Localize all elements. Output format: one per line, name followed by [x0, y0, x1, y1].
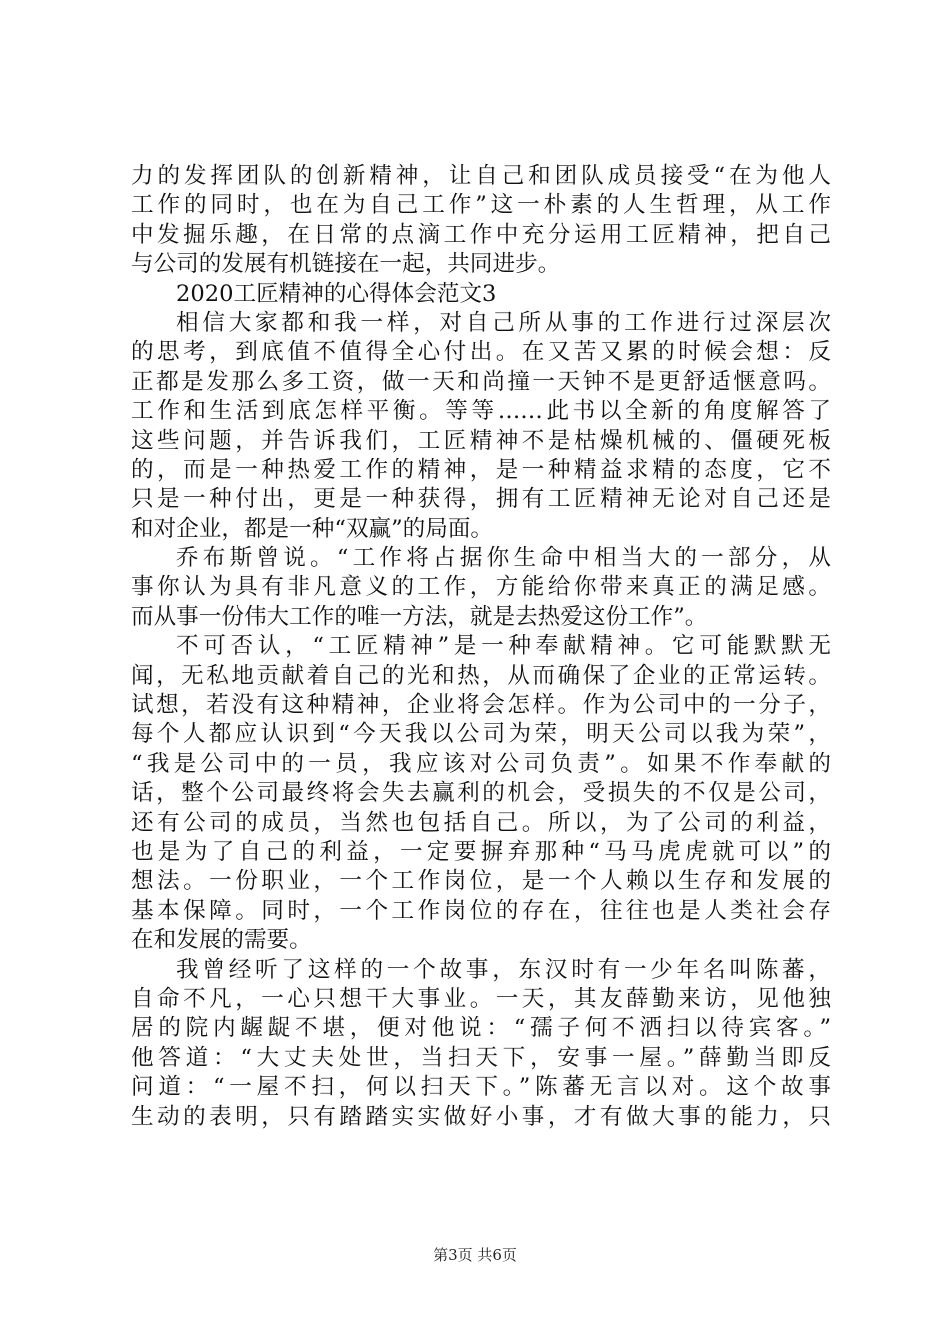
text-line: 话，整个公司最终将会失去赢利的机会，受损失的不仅是公司， [131, 780, 831, 807]
text-line: 我曾经听了这样的一个故事，东汉时有一少年名叫陈蕃， [176, 956, 831, 983]
text-line: 基本保障。同时，一个工作岗位的存在，往往也是人类社会存 [131, 897, 831, 924]
text-line: 正都是发那么多工资，做一天和尚撞一天钟不是更舒适惬意吗。 [131, 368, 831, 395]
text-line: 工作和生活到底怎样平衡。等等……此书以全新的角度解答了 [131, 398, 831, 425]
text-line: 也是为了自己的利益，一定要摒弃那种“马马虎虎就可以”的 [131, 838, 831, 865]
text-line: 中发掘乐趣，在日常的点滴工作中充分运用工匠精神，把自己 [131, 221, 831, 248]
text-line: 的思考，到底值不值得全心付出。在又苦又累的时候会想：反 [131, 339, 831, 366]
text-line: 居的院内龌龊不堪，便对他说：“孺子何不洒扫以待宾客。” [131, 1015, 831, 1042]
paragraph [131, 632, 831, 955]
page-footer: 第3页 共6页 [433, 1246, 517, 1264]
text-line: 而从事一份伟大工作的唯一方法，就是去热爱这份工作”。 [131, 603, 708, 630]
text-line: 事你认为具有非凡意义的工作，方能给你带来真正的满足感。 [131, 574, 831, 601]
paragraph [131, 956, 831, 1132]
text-line: 试想，若没有这种精神，企业将会怎样。作为公司中的一分子， [131, 692, 831, 719]
paragraph-continuation [131, 162, 831, 280]
text-line: 每个人都应认识到“今天我以公司为荣，明天公司以我为荣”， [131, 721, 831, 748]
text-line: 与公司的发展有机链接在一起，共同进步。 [131, 251, 561, 278]
text-line: 问道：“一屋不扫，何以扫天下。”陈蕃无言以对。这个故事 [131, 1074, 831, 1101]
text-line: 还有公司的成员，当然也包括自己。所以，为了公司的利益， [131, 809, 831, 836]
text-line: 的，而是一种热爱工作的精神，是一种精益求精的态度，它不 [131, 456, 831, 483]
section-heading: 2020工匠精神的心得体会范文3 [176, 280, 497, 307]
document-body [131, 162, 831, 1132]
text-line: 相信大家都和我一样，对自己所从事的工作进行过深层次 [176, 309, 831, 336]
text-line: 想法。一份职业，一个工作岗位，是一个人赖以生存和发展的 [131, 868, 831, 895]
text-line: 在和发展的需要。 [131, 927, 312, 954]
text-line: 乔布斯曾说。“工作将占据你生命中相当大的一部分，从 [176, 545, 831, 572]
text-line: 力的发挥团队的创新精神，让自己和团队成员接受“在为他人 [131, 163, 831, 189]
paragraph [131, 544, 831, 632]
text-line: “我是公司中的一员，我应该对公司负责”。如果不作奉献的 [131, 750, 831, 777]
text-line: 这些问题，并告诉我们，工匠精神不是枯燥机械的、僵硬死板 [131, 427, 831, 454]
text-line: 自命不凡，一心只想干大事业。一天，其友薛勤来访，见他独 [131, 985, 831, 1012]
text-line: 生动的表明，只有踏踏实实做好小事，才有做大事的能力，只 [131, 1103, 831, 1130]
text-line: 工作的同时，也在为自己工作”这一朴素的人生哲理，从工作 [131, 192, 831, 219]
text-line: 不可否认，“工匠精神”是一种奉献精神。它可能默默无 [176, 633, 831, 660]
paragraph [131, 309, 831, 544]
text-line: 闻，无私地贡献着自己的光和热，从而确保了企业的正常运转。 [131, 662, 831, 689]
text-line: 和对企业，都是一种“双赢”的局面。 [131, 515, 494, 542]
text-line: 只是一种付出，更是一种获得，拥有工匠精神无论对自己还是 [131, 486, 831, 513]
text-line: 他答道：“大丈夫处世，当扫天下，安事一屋。”薛勤当即反 [131, 1044, 831, 1071]
